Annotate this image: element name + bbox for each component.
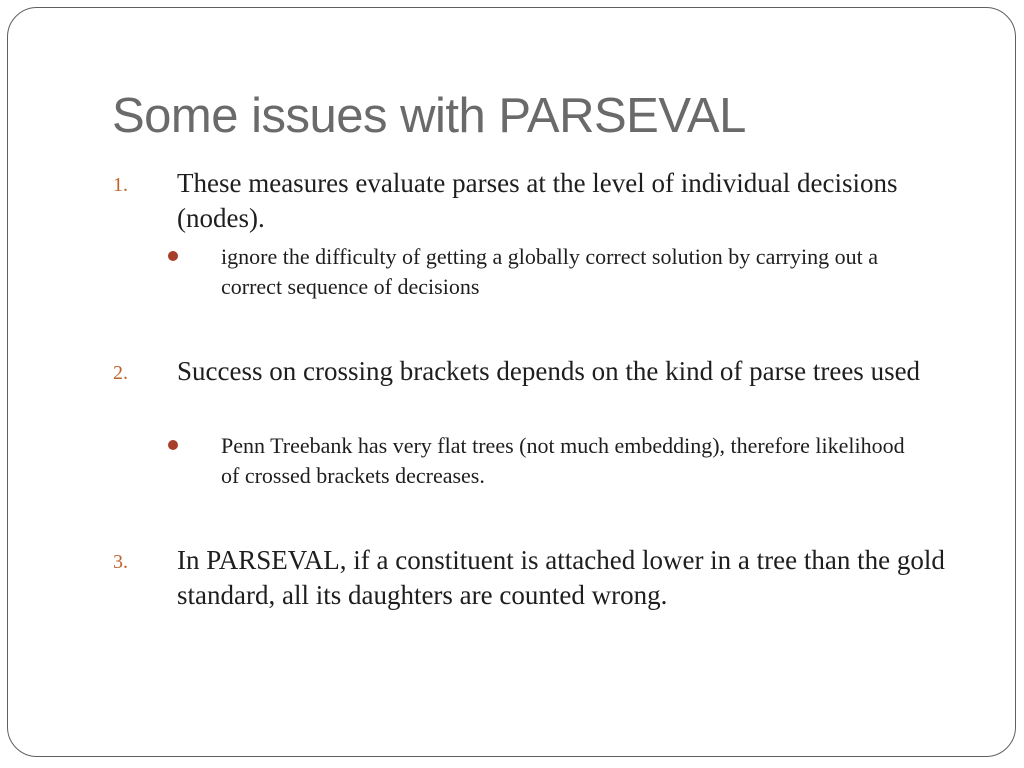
bullet-icon	[168, 251, 178, 261]
sub-item-text: ignore the difficulty of getting a globally correct solution by carrying out a correct sequence of decisions	[221, 244, 878, 299]
bullet-icon	[168, 440, 178, 450]
sub-item-text: Penn Treebank has very flat trees (not much embedding), therefore likelihood of crossed brackets decreases.	[221, 433, 905, 488]
item-text: In PARSEVAL, if a constituent is attached lower in a tree than the gold standard, all its daughters are counted wrong.	[177, 545, 945, 610]
item-number: 2.	[113, 362, 128, 384]
item-number: 1.	[113, 174, 128, 196]
slide-title: Some issues with PARSEVAL	[112, 89, 746, 143]
item-number: 3.	[113, 551, 128, 573]
item-text: Success on crossing brackets depends on the kind of parse trees used	[177, 356, 921, 386]
item-text: These measures evaluate parses at the level of individual decisions (nodes).	[177, 168, 898, 233]
